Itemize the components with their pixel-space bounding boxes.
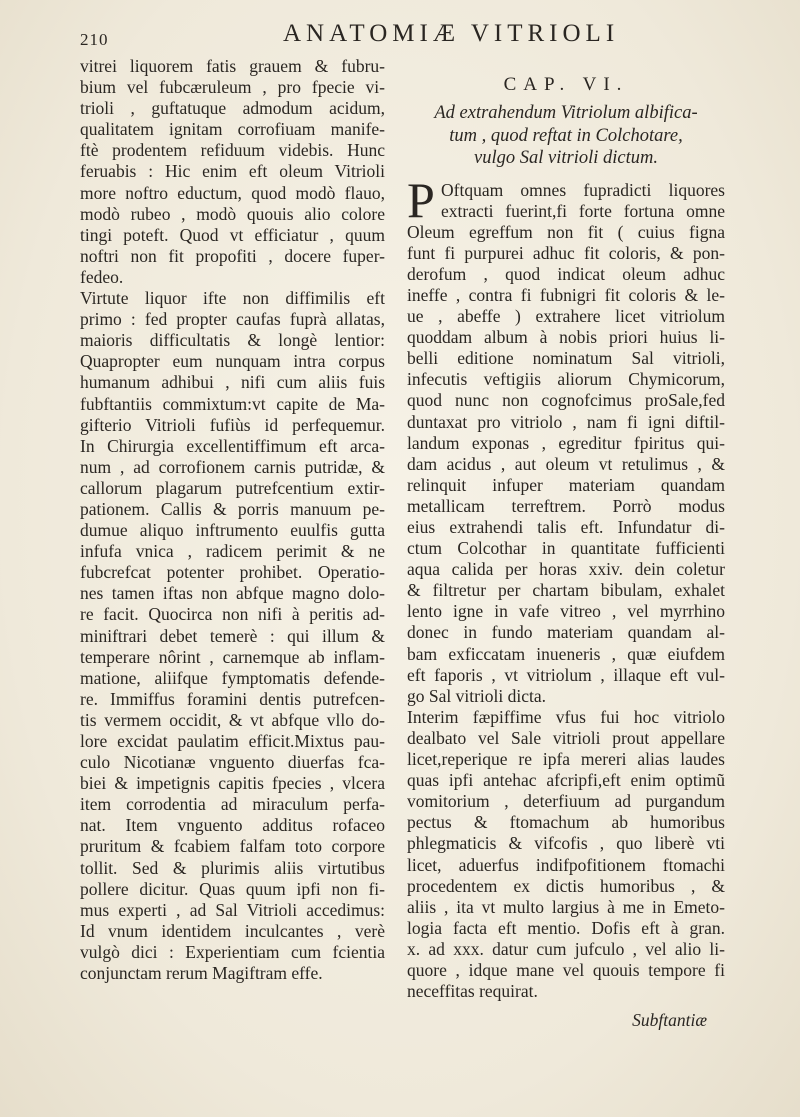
chapter-title-line: tum , quod reftat in Colchotare, [449, 125, 683, 146]
text-line: qualitatem ignitam corrofiuam manife- [80, 119, 385, 140]
text-line: ftè prodentem refiduum videbis. Hunc [80, 140, 385, 161]
text-line: more noftro eductum, quod modò flauo, [80, 182, 385, 203]
text-line: pationem. Callis & porris manuum pe- [80, 498, 385, 519]
text-line: tollit. Sed & plurimis aliis virtutibus [80, 857, 385, 878]
text-line: eius extrahendi talis eft. Infundatur di- [407, 517, 725, 537]
running-head [0, 20, 800, 60]
text-line: culo Nicotianæ vnguento diuerfas fca- [80, 752, 385, 773]
text-line: primo : fed propter caufas fuprà allatas, [80, 309, 385, 330]
text-line: modò rubeo , modò quouis alio colore [80, 203, 385, 224]
text-line: feruabis : Hic enim eft oleum Vitrioli [80, 161, 385, 182]
text-line: Quapropter eum nunquam intra corpus [80, 351, 385, 372]
right-column [407, 56, 725, 1031]
right-column-text [407, 171, 725, 1003]
chapter-title [407, 102, 725, 170]
text-line: re facit. Quocirca non nifi à peritis ad- [80, 604, 385, 625]
text-line: fubcrefcat potenter prohibet. Operatio- [80, 562, 385, 583]
text-line: conjunctam rerum Magiftram effe. [80, 963, 323, 984]
text-line: In Chirurgia excellentiffimum eft arca- [80, 435, 385, 456]
text-line: biei & impetignis capitis fpecies , vlcera [80, 773, 385, 794]
text-line: ue , abeffe ) extrahere licet vitriolum [407, 306, 725, 327]
text-line: logia facta eft mentio. Dofis eft à gran. [407, 917, 725, 938]
text-line: infufa vnica , radicem perimit & ne [80, 541, 385, 562]
text-line: temperare nôrint , carnemque ab inflam- [80, 646, 385, 667]
text-line: phlegmaticis & vifcofis , quo liberè vti [407, 833, 725, 854]
text-line: licet, aduerfus indifpofitionem ftomachi [407, 854, 725, 875]
text-line: eft faporis , vt vitriolum , illaque eft vul- [407, 664, 725, 685]
text-line: donec in fundo materiam quandam al- [407, 622, 725, 643]
text-line: derofum , quod indicat oleum adhuc [407, 263, 725, 284]
text-line: re. Immiffus foramini dentis putrefcen- [80, 688, 385, 709]
text-line: extracti fuerint,fi forte fortuna omne [441, 200, 725, 221]
text-line: procedentem ex dictis humoribus , & [407, 875, 725, 896]
text-line: tis vermem occidit, & vt abfque vllo do- [80, 709, 385, 730]
text-line: vitrei liquorem fatis grauem & fubru- [80, 56, 385, 76]
text-line: miniftrari debet temerè : qui illum & [80, 625, 385, 646]
text-line: infecutis veftigiis aliorum Chymicorum, [407, 369, 725, 390]
text-line: funt fi purpurei adhuc fit coloris, & pon- [407, 242, 725, 263]
text-line: Id vnum identidem inculcantes , verè [80, 920, 385, 941]
text-line: neceffitas requirat. [407, 981, 538, 1002]
text-line: metallicam terreftrem. Porrò modus [407, 495, 725, 516]
text-line: num , ad corrofionem carnis putridæ, & [80, 456, 385, 477]
text-line: Virtute liquor ifte non diffimilis eft [80, 288, 385, 309]
text-line: aqua calida per horas xxiv. dein coletur [407, 559, 725, 580]
text-line: Oleum egreffum non fit ( cuius figna [407, 221, 725, 242]
drop-cap-initial: P [407, 171, 435, 228]
text-line: trioli , guftatuque admodum acidum, [80, 98, 385, 119]
text-line: fubftantiis commixtum:vt capite de Ma- [80, 393, 385, 414]
text-line: callorum plagarum putrefcentium extir- [80, 477, 385, 498]
text-line: dealbato vel Sale vitrioli prout appellare [407, 727, 725, 748]
text-line: quoddam album à nobis priori huius li- [407, 327, 725, 348]
text-line: quas ipfi antehac afcripfi,eft enim optimũ [407, 770, 725, 791]
text-line: quore , idque mane vel quouis tempore fi [407, 959, 725, 980]
text-line: noftri non fit propofiti , docere fuper- [80, 245, 385, 266]
text-line: ineffe , contra fi fubnigri fit coloris & le- [407, 284, 725, 305]
text-line: nat. Item vnguento additus rofaceo [80, 815, 385, 836]
text-line: relinquit infuper materiam quandam [407, 474, 725, 495]
text-line: vulgò dici : Experientiam cum fcientia [80, 941, 385, 962]
page-number: 210 [80, 30, 109, 49]
text-line: maioris difficultatis & longè lentior: [80, 330, 385, 351]
text-line: dam acidus , aut oleum vt retulimus , & [407, 453, 725, 474]
text-line: quod nunc non cognofcimus proSale,fed [407, 390, 725, 411]
text-line: nes tamen iftas non abfque magno dolo- [80, 583, 385, 604]
chapter-body [407, 171, 725, 1003]
chapter-title-line: vulgo Sal vitrioli dictum. [474, 148, 658, 168]
text-line: pruritum & fcabiem falfam toto corpore [80, 836, 385, 857]
text-line: humanum adhibui , nifi cum aliis fuis [80, 372, 385, 393]
text-line: duntaxat pro vitriolo , nam fi igni diftil- [407, 411, 725, 432]
text-line: ctum Colcothar in quantitate fufficienti [407, 538, 725, 559]
text-line: matione, aliifque fymptomatis defende- [80, 667, 385, 688]
text-line: pectus & ftomachum ab humoribus [407, 812, 725, 833]
text-line: belli editione nominatum Sal vitrioli, [407, 348, 725, 369]
text-line: dumue aliquo inftrumento euulfis gutta [80, 520, 385, 541]
text-line: vomitorium , deterfiuum ad purgandum [407, 791, 725, 812]
text-line: & filtretur per chartam bibulam, exhalet [407, 580, 725, 601]
text-line: tingi poteft. Quod vt efficiatur , quum [80, 224, 385, 245]
text-line: Interim fæpiffime vfus fui hoc vitriolo [407, 706, 725, 727]
text-line: landum exponas , egreditur fpiritus qui- [407, 432, 725, 453]
chapter-heading: CAP. VI. [503, 74, 629, 95]
text-line: fedeo. [80, 266, 124, 287]
text-line: item corrodentia ad miraculum perfa- [80, 794, 385, 815]
text-line: Oftquam omnes fupradicti liquores [441, 179, 725, 200]
chapter-title-line: Ad extrahendum Vitriolum albifica- [434, 103, 698, 123]
text-line: go Sal vitrioli dicta. [407, 685, 547, 706]
text-line: bam exficcatam inueneris , quæ eiufdem [407, 643, 725, 664]
text-line: x. ad xxx. datur cum jufculo , vel alio li- [407, 938, 725, 959]
text-line: bium vel fubcæruleum , pro fpecie vi- [80, 77, 385, 98]
left-column [80, 56, 385, 984]
catchword: Subftantiæ [632, 1010, 707, 1031]
running-title: ANATOMIÆ VITRIOLI [283, 20, 620, 47]
text-line: lore excidat paulatim efficit.Mixtus pau- [80, 731, 385, 751]
text-line: gifterio Vitrioli fufiùs id perfequemur. [80, 414, 385, 435]
text-line: lento igne in vafe vitreo , vel myrrhino [407, 601, 725, 622]
text-line: licet,reperique re ipfa mereri alias laudes [407, 749, 725, 770]
text-line: aliis , ita vt multo largius à me in Emeto- [407, 896, 725, 917]
text-line: pollere dicitur. Quas quum ipfi non fi- [80, 878, 385, 899]
text-line: mus experti , ad Sal Vitrioli accedimus: [80, 899, 385, 920]
